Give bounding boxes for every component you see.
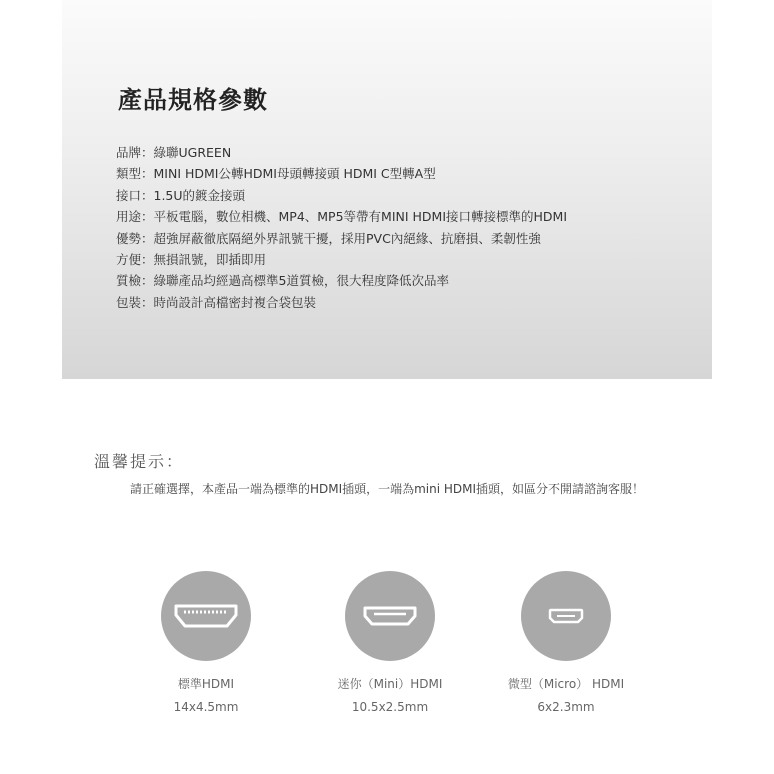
port-micro-hdmi [476, 571, 656, 714]
port-size: 6x2.3mm [537, 700, 595, 714]
spec-row-type: 類型：MINI HDMI公轉HDMI母頭轉接頭 HDMI C型轉A型 [116, 166, 436, 182]
port-circle [521, 571, 611, 661]
port-name: 微型（Micro） HDMI [507, 677, 625, 691]
port-mini-hdmi [300, 571, 480, 714]
micro-hdmi-port-icon [547, 607, 585, 625]
port-name: 迷你（Mini）HDMI [337, 677, 443, 691]
mini-hdmi-port-icon [362, 605, 418, 627]
port-name: 標準HDMI [177, 677, 235, 691]
spec-list [116, 142, 567, 313]
port-circle [161, 571, 251, 661]
spec-title: 產品規格參數 [118, 86, 268, 114]
tip-text: 請正確選擇，本產品一端為標準的HDMI插頭，一端為mini HDMI插頭，如區分不開請諮詢客服！ [129, 482, 645, 496]
spec-row-convenience: 方便：無損訊號，即插即用 [116, 252, 267, 268]
spec-panel [62, 0, 712, 379]
spec-row-usage: 用途：平板電腦，數位相機、MP4、MP5等帶有MINI HDMI接口轉接標準的HDMI [116, 209, 568, 225]
spec-row-connector: 接口：1.5U的鍍金接頭 [116, 187, 246, 203]
port-size: 10.5x2.5mm [351, 700, 429, 714]
port-circle [345, 571, 435, 661]
port-standard-hdmi [116, 571, 296, 714]
spec-row-advantage: 優勢：超強屏蔽徹底隔絕外界訊號干擾，採用PVC內絕緣、抗磨損、柔韌性強 [116, 230, 541, 246]
tip-title: 溫馨提示： [94, 452, 185, 471]
port-size: 14x4.5mm [173, 700, 239, 714]
spec-row-packaging: 包裝：時尚設計高檔密封複合袋包裝 [116, 294, 317, 310]
standard-hdmi-port-icon [173, 603, 239, 629]
spec-row-quality: 質檢：綠聯產品均經過高標準5道質檢，很大程度降低次品率 [116, 273, 449, 289]
spec-row-brand: 品牌：綠聯UGREEN [116, 145, 232, 160]
